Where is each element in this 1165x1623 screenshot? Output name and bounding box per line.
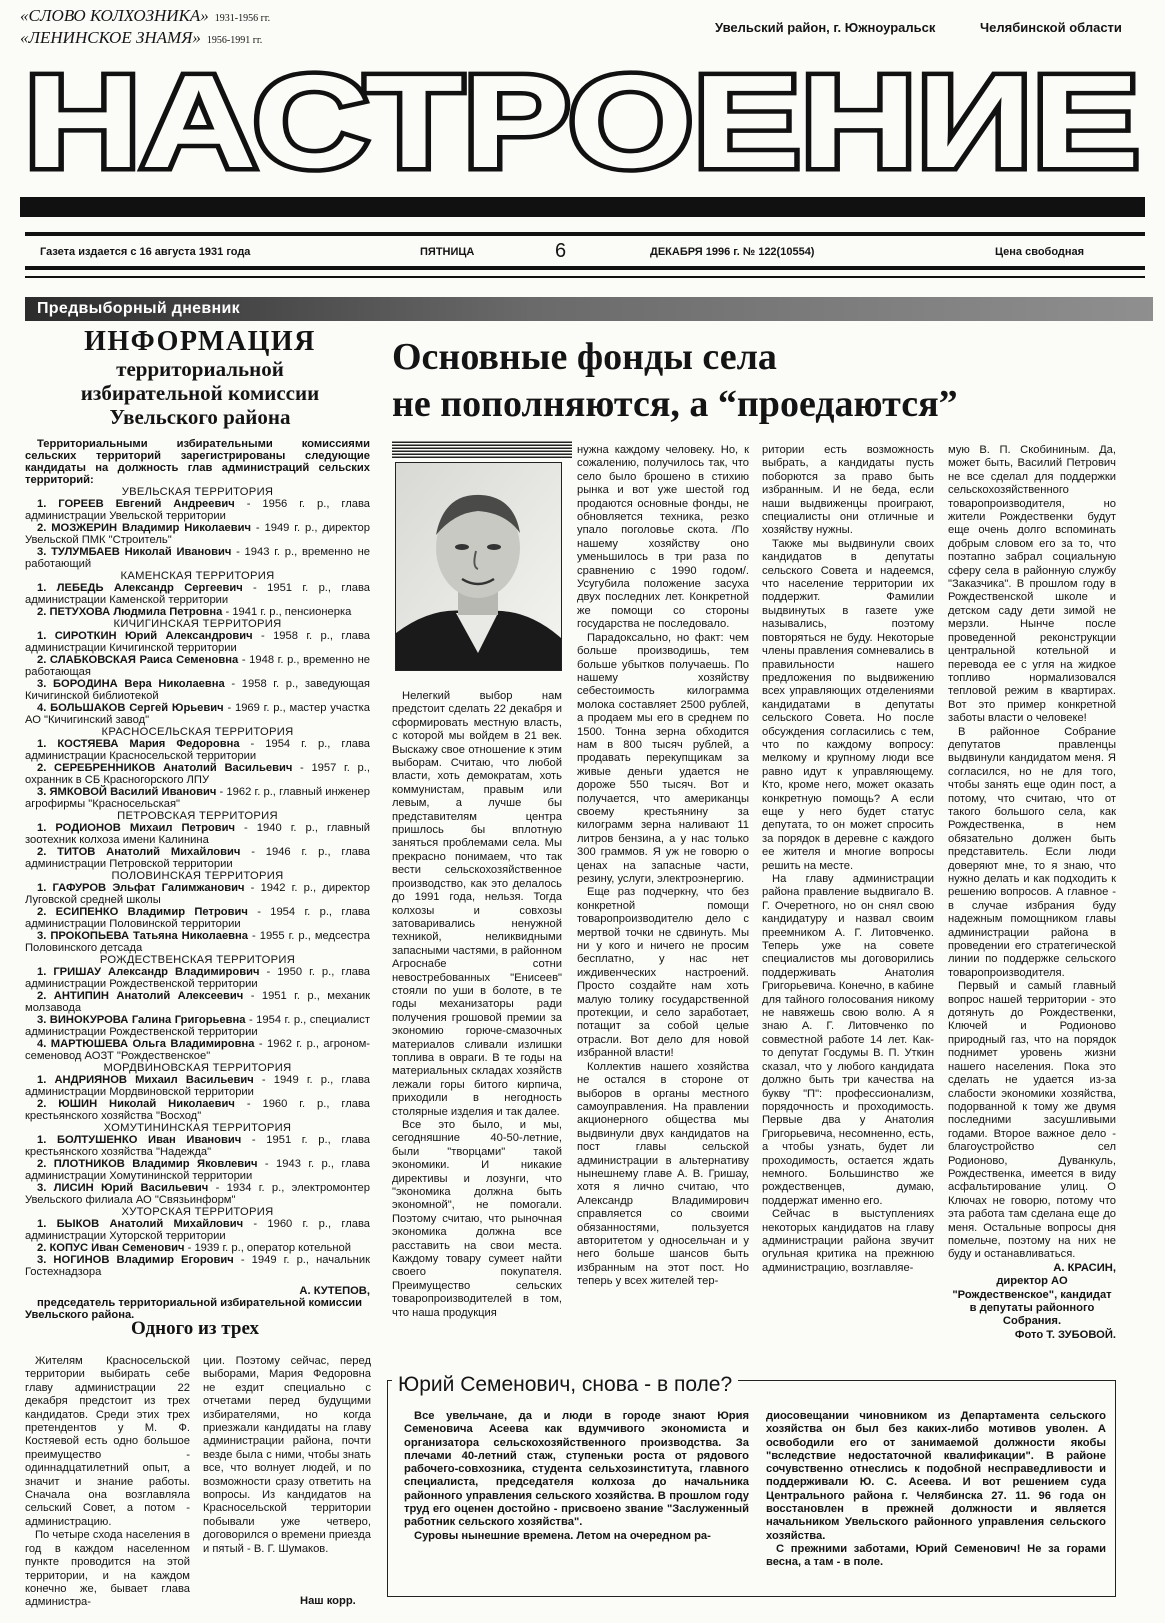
- candidate-details: - 1957 г. р., охранник в СБ Красногорского ЛПУ: [25, 762, 370, 786]
- logo-text: НАСТРОЕНИЕ: [24, 48, 1140, 195]
- main-article-col4: [948, 444, 1116, 1342]
- candidate-name: 3. ЛИСИН Юрий Васильевич: [37, 1182, 209, 1194]
- sidebar-box-col1: [404, 1410, 749, 1543]
- one-of-three-heading: Одного из трех: [130, 1318, 259, 1339]
- candidate-name: 2. АНТИПИН Анатолий Алексеевич: [37, 990, 244, 1002]
- candidate-details: - 1940 г. р., главный зоотехник колхоза имени Калинина: [25, 822, 371, 846]
- author-title: директор АО "Рождественское", кандидат в депутаты районного Собрания.: [952, 1275, 1112, 1328]
- dateline: [25, 240, 1145, 268]
- section-title: Предвыборный дневник: [37, 300, 240, 317]
- candidate-entry: [25, 522, 370, 546]
- founded-note: Газета издается с 16 августа 1931 года: [40, 246, 251, 258]
- paragraph: Все это было, и мы, сегодняшние 40-50-летние, были "творцами" такой экономики. И никакие директивы и лозунги, что "экономика должна быть экономной", не помогали. Поэтому считаю, что рыночная экономика должна все расставить на свои места. Каждому товару сумеет найти своего покупателя. Преимущество сельских товаропроизводителей в том, что наша продукция: [392, 1119, 562, 1319]
- candidate-name: 3. ВИНОКУРОВА Галина Григорьевна: [37, 1014, 246, 1026]
- candidate-name: 2. ЕСИПЕНКО Владимир Петрович: [37, 906, 248, 918]
- candidate-details: - 1962 г. р., агроном-семеновод АОЗТ "Рождественское": [25, 1038, 370, 1062]
- candidate-entry: [25, 582, 370, 606]
- candidate-entry: [25, 1074, 370, 1098]
- paragraph: Жителям Красносельской территории выбирать себе главу администрации 22 декабря предстоит из трех кандидатов. Среди этих трех претендентов у М. Ф. Костяевой есть одно большое преимущество - одиннадцатилетний опыт, а значит и знание работы. Сначала она возглавляла сельский Совет, а потом - администрацию.: [25, 1355, 190, 1528]
- issue-day: 6: [555, 240, 567, 262]
- candidate-details: - 1950 г. р., глава администрации Рождественской территории: [25, 966, 370, 990]
- candidate-entry: [25, 762, 370, 786]
- candidate-details: - 1969 г. р., мастер участка АО "Кичигинский завод": [25, 702, 370, 726]
- sidebar-box-heading: Юрий Семенович, снова - в поле?: [392, 1373, 738, 1397]
- candidate-details: - 1949 г. р., глава администрации Мордвиновской территории: [25, 1074, 370, 1098]
- paragraph: Коллектив нашего хозяйства не остался в стороне от выборов в органы местного самоуправления. На правлении акционерного общества мы выдвинули двух кандидатов на пост главы сельской администрации в альтернативу нынешнему главе А. В. Гришау, хотя я лично считаю, что Александр Владимирович справляется со своими обязанностями, пользуется авторитетом у односельчан и у него больше шансов быть избранным на этот пост. Но теперь у всех жителей тер-: [577, 1060, 749, 1288]
- candidate-entry: [25, 498, 370, 522]
- section-band: [25, 297, 1153, 321]
- one-of-three-signature: Наш корр.: [300, 1595, 356, 1607]
- candidate-name: 1. АНДРИЯНОВ Михаил Васильевич: [37, 1074, 254, 1086]
- info-heading-1: ИНФОРМАЦИЯ: [84, 326, 316, 357]
- candidate-details: - 1949 г. р., начальник Гостехнадзора: [25, 1254, 370, 1278]
- candidate-name: 2. СЕРЕБРЕННИКОВ Анатолий Васильевич: [37, 762, 293, 774]
- candidate-entry: [25, 1242, 370, 1254]
- paragraph: Суровы нынешние времена. Летом на очередном ра-: [414, 1529, 711, 1542]
- candidate-name: 1. БЫКОВ Анатолий Михайлович: [37, 1218, 244, 1230]
- candidate-name: 3. ПРОКОПЬЕВА Татьяна Николаевна: [37, 930, 249, 942]
- candidate-entry: [25, 1182, 370, 1206]
- decorative-hatch: [392, 440, 572, 458]
- price-note: Цена свободная: [995, 246, 1085, 258]
- main-article-col1: [392, 690, 562, 1320]
- old-name-1: «СЛОВО КОЛХОЗНИКА»: [20, 6, 209, 25]
- candidate-entry: [25, 786, 370, 810]
- candidate-details: - 1951 г. р., механик молзавода: [25, 990, 370, 1014]
- candidate-name: 1. ЛЕБЕДЬ Александр Сергеевич: [37, 582, 243, 594]
- main-article-col2: [577, 444, 749, 1289]
- territory-heading: РОЖДЕСТВЕНСКАЯ ТЕРРИТОРИЯ: [99, 954, 296, 966]
- main-headline-line-1: Основные фонды села: [392, 336, 777, 378]
- candidate-entry: [25, 702, 370, 726]
- candidate-name: 2. ЮШИН Николай Николаевич: [37, 1098, 235, 1110]
- region-line: Увельский район, г. Южноуральск: [715, 20, 936, 35]
- candidate-entry: [25, 606, 370, 618]
- candidate-entry: [25, 654, 370, 678]
- paragraph: мую В. П. Скобининым. Да, может быть, Василий Петрович не все сделал для поддержки сельскохозяйственного товаропроизводителя, но жители Рождественки будут еще очень долго вспоминать добрым словом его за то, что поэтапно забрал социальную сферу села в районную службу "Заказчика". В прошлом году в Рождественской школе и детском саду дети зимой не мерзли. Нынче после проведенной реконструкции центральной котельной и перевода ее с угля на жидкое топливо нормализовался тепловой режим в квартирах. Вот это пример конкретной заботы власти о человеке!: [948, 444, 1116, 725]
- info-heading-2: территориальной: [116, 357, 284, 381]
- candidate-details: - 1958 г. р., заведующая Кичигинской библиотекой: [25, 678, 370, 702]
- candidate-details: - 1962 г. р., главный инженер агрофирмы "Красносельская": [25, 786, 371, 810]
- candidate-entry: [25, 1098, 370, 1122]
- main-headline-line-2: не пополняются, а “проедаются”: [392, 383, 958, 425]
- candidate-details: - 1934 г. р., электромонтер Увельского филиала АО "Связьинформ": [25, 1182, 370, 1206]
- candidate-entry: [25, 678, 370, 702]
- newspaper-logo: [20, 47, 1145, 242]
- candidate-name: 3. ЯМКОВОЙ Василий Иванович: [37, 786, 217, 798]
- candidate-details: - 1954 г. р., глава администрации Половинской территории: [25, 906, 370, 930]
- territory-heading: ХУТОРСКАЯ ТЕРРИТОРИЯ: [121, 1206, 274, 1218]
- info-heading: [30, 327, 370, 429]
- paragraph: В районное Собрание депутатов правленцы выдвинули кандидатом меня. Я согласился, но не для того, чтобы занять еще один пост, а потому, что считаю, что от такого большого села, как Рождественка, в нем обязательно должен быть представитель. Если люди доверяют мне, то я знаю, что нужно делать и как подходить к решению вопросов. А главное - в случае избрания буду надежным помощником главы администрации района в проведении его стратегической линии по поддержке сельского товаропроизводителя.: [948, 725, 1116, 979]
- candidate-entry: [25, 1158, 370, 1182]
- candidate-details: - 1958 г. р., глава администрации Кичигинской территории: [25, 630, 370, 654]
- info-heading-3: избирательной комиссии: [80, 381, 320, 405]
- territory-heading: МОРДВИНОВСКАЯ ТЕРРИТОРИЯ: [103, 1062, 292, 1074]
- candidate-details: - 1941 г. р., пенсионерка: [222, 606, 352, 618]
- candidate-name: 1. ГОРЕЕВ Евгений Андреевич: [37, 498, 235, 510]
- paragraph: Парадоксально, но факт: чем больше производишь, тем больше убытков получаешь. По нашему хозяйству себестоимость килограмма молока составляет 2500 рублей, а продаем мы его в среднем по 1500. Тонна зерна обходится нам в 800 тысяч рублей, а продавать перекупщикам за живые деньги удается не дороже 550 тысяч. Вот и получается, что американцы своему крестьянину за килограмм зерна наливают 11 литров бензина, а у нас только 300 граммов. Я уж не говорю о ценах на запасные части, резину, услуги, электроэнергию.: [577, 631, 749, 885]
- one-of-three-col1: [25, 1355, 190, 1610]
- portrait-photo: [395, 462, 562, 671]
- paragraph: Также мы выдвинули своих кандидатов в депутаты сельского Совета и надеемся, что население территории их поддержит. Фамилии выдвинутых в газете уже назывались, поэтому повторяться не буду. Некоторые члены правления сомневались в правильности нашего предложения по выдвижению всех управляющих отделениями кандидатами в депутаты сельского Совета. Но после обсуждения согласились с тем, что по каждому вопросу: мелкому и крупному люди все равно идут к управляющему. Кто, кроме него, может оказать конкретную помощь? А если еще у него будет статус депутата, то он может спросить за порядок в деревне с каждого ее жителя и многие вопросы решить на месте.: [762, 537, 934, 872]
- candidate-entry: [25, 822, 370, 846]
- candidate-entry: [25, 930, 370, 954]
- candidate-details: - 1954 г. р., специалист администрации Рождественской территории: [25, 1014, 370, 1038]
- candidate-details: - 1942 г. р., директор Луговской средней школы: [25, 882, 370, 906]
- candidate-name: 2. КОПУС Иван Семенович: [37, 1242, 185, 1254]
- candidate-name: 1. РОДИОНОВ Михаил Петрович: [37, 822, 235, 834]
- candidate-details: - 1949 г. р., директор Увельской ПМК "Строитель": [25, 522, 370, 546]
- territory-heading: УВЕЛЬСКАЯ ТЕРРИТОРИЯ: [121, 486, 274, 498]
- territory-heading: ПЕТРОВСКАЯ ТЕРРИТОРИЯ: [117, 810, 278, 822]
- portrait-image: [396, 463, 561, 670]
- main-article-col3: [762, 444, 934, 1275]
- paragraph: ритории есть возможность выбрать, а кандидаты пусть поборются за право быть избранным. И не беда, если наши выдвиженцы проиграют, специалисты они отличные и хозяйству нужны.: [762, 444, 934, 537]
- territory-heading: КАМЕНСКАЯ ТЕРРИТОРИЯ: [120, 570, 275, 582]
- old-years-1: 1931-1956 гг.: [214, 13, 271, 24]
- paragraph: По четыре схода населения в год в каждом населенном пункте проводится на этой территории, и на каждом конечно же, бывает глава администра-: [25, 1529, 190, 1609]
- former-titles: [20, 6, 380, 50]
- commission-signature: [25, 1285, 370, 1321]
- commission-signer-title: председатель территориальной избирательной комиссии Увельского района.: [25, 1297, 362, 1321]
- masthead-rule-mid: [25, 266, 1145, 270]
- candidate-list: [25, 438, 370, 1278]
- candidate-entry: [25, 846, 370, 870]
- candidate-entry: [25, 1014, 370, 1038]
- candidate-details: - 1955 г. р., медсестра Половинского детсада: [25, 930, 370, 954]
- candidate-entry: [25, 738, 370, 762]
- candidate-name: 4. МАРТЮШЕВА Ольга Владимировна: [37, 1038, 255, 1050]
- candidate-name: 2. МОЗЖЕРИН Владимир Николаевич: [37, 522, 252, 534]
- weekday: ПЯТНИЦА: [420, 246, 475, 258]
- commission-signer: А. КУТЕПОВ,: [299, 1285, 370, 1297]
- candidate-details: - 1946 г. р., глава администрации Петровской территории: [25, 846, 371, 870]
- paragraph: На главу администрации района правление выдвигало В. Г. Очеретного, но он снял свою кандидатуру и назвал своим преемником А. Г. Литовченко. Теперь уже на совете специалистов мы договорились поддерживать Анатолия Григорьевича. Конечно, в кабине для тайного голосования никому не навяжешь свою волю. А я знаю А. Г. Литовченко по совместной работе 14 лет. Как-то депутат Госдумы В. П. Уткин сказал, что у любого кандидата должно быть три качества на букву "П": профессионализм, порядочность и проходимость. Первые два у Анатолия Григорьевича, несомненно, есть, а чтобы узнать, будет ли проходимость, остается ждать немного. Большинство же рождественцев, думаю, поддержат именно его.: [762, 873, 934, 1207]
- candidate-details: - 1960 г. р., глава администрации Хуторской территории: [25, 1218, 370, 1242]
- candidate-details: - 1956 г. р., глава администрации Увельской территории: [25, 498, 370, 522]
- sidebar-box-col2: [766, 1410, 1106, 1570]
- paragraph: Еще раз подчеркну, что без конкретной помощи товаропроизводителю дело с мертвой точки не сдвинуть. Мы ни у кого и ничего не просим бесплатно, у нас нет иждивенческих настроений. Просто создайте нам хоть малую толику государственной протекции, и село заработает, потащит за собой целые отрасли. Вот дело для новой избранной власти!: [577, 886, 749, 1060]
- candidate-entry: [25, 1254, 370, 1278]
- masthead-rule-thin: [25, 276, 1145, 278]
- candidate-entry: [25, 906, 370, 930]
- paragraph: диосовещании чиновником из Департамента сельского хозяйства он был без каких-либо мотивов уволен. А освободили его от занимаемой должности якобы "вследствие недостаточной квалификации". В районе сочувственно отнеслись к подобной несправедливости и поддерживали Ю. С. Асеева. И вот решением суда Центрального района г. Челябинска 27. 11. 96 года он восстановлен в прежней должности и является начальником Увельского районного управления сельского хозяйства.: [766, 1410, 1106, 1542]
- issue-month-number: ДЕКАБРЯ 1996 г. № 122(10554): [650, 246, 815, 258]
- candidate-list-lead: Территориальными избирательными комиссиями сельских территорий зарегистрированы следующие кандидаты на должность глав администраций сельских территорий:: [25, 438, 370, 486]
- paragraph: Сейчас в выступлениях некоторых кандидатов на главу администрации района звучит огульная критика на прежнюю администрацию, возглавляе-: [762, 1208, 934, 1274]
- candidate-name: 2. ПЕТУХОВА Людмила Петровна: [37, 606, 223, 618]
- candidate-name: 2. ТИТОВ Анатолий Михайлович: [37, 846, 241, 858]
- candidate-name: 1. СИРОТКИН Юрий Александрович: [37, 630, 253, 642]
- candidate-details: - 1948 г. р., временно не работающая: [25, 654, 370, 678]
- territory-heading: КРАСНОСЕЛЬСКАЯ ТЕРРИТОРИЯ: [101, 726, 294, 738]
- candidate-name: 1. ГАФУРОВ Эльфат Галимжанович: [37, 882, 245, 894]
- author-name: А. КРАСИН,: [1053, 1261, 1116, 1274]
- candidate-entry: [25, 1134, 370, 1158]
- candidate-details: - 1960 г. р., глава крестьянского хозяйства "Восход": [25, 1098, 370, 1122]
- old-years-2: 1956-1991 гг.: [206, 35, 263, 46]
- candidate-name: 3. НОГИНОВ Владимир Егорович: [37, 1254, 234, 1266]
- paragraph: Нелегкий выбор нам предстоит сделать 22 декабря и сформировать местную власть, с которой мы войдем в 21 век. Выскажу свое отношение к этим выборам. Считаю, что любой власти, хоть демократам, хоть коммунистам, правым или левым, а лучше бы представителям центра пришлось бы вплотную заняться проблемами села. Мы прекрасно понимаем, что так вести сельскохозяйственное производство, как это делалось до 1991 года, нельзя. Тогда колхозы и совхозы затоваривались ненужной техникой, неликвидными запасными частями, в районном Агроснабе сотни невостребованных "Енисеев" стояли по уши в болоте, в те годы механизаторы ради получения грошовой премии за экономию горюче-смазочных материалов сливали излишки топлива в овраги. В те годы на материальных складах хозяйств лежали горы битого кирпича, приходили в негодность столярные изделия и так далее.: [392, 690, 562, 1118]
- territory-heading: ПОЛОВИНСКАЯ ТЕРРИТОРИЯ: [111, 870, 284, 882]
- candidate-entry: [25, 966, 370, 990]
- candidate-entry: [25, 1038, 370, 1062]
- old-name-2: «ЛЕНИНСКОЕ ЗНАМЯ»: [20, 28, 201, 47]
- candidate-name: 3. БОРОДИНА Вера Николаевна: [37, 678, 225, 690]
- candidate-details: - 1939 г. р., оператор котельной: [184, 1242, 352, 1254]
- paragraph: Первый и самый главный вопрос нашей территории - это дотянуть до Рождественки, Ключей и Родионово природный газ, что на порядок поднимет уровень жизни нашего населения. Пока это сделать не удается из-за слабости экономики хозяйства, подорванной к тому же двумя последними засушливыми годами. Второе важное дело - благоустройство сел Родионово, Дуванкуль, Рождественка, имеется в виду асфальтирование улиц. О Ключах не говорю, потому что эта работа там сделана еще до меня. Остальные вопросы дня помельче, поэтому на них не буду и останавливаться.: [948, 980, 1116, 1261]
- candidate-details: - 1943 г. р., глава администрации Хомутининской территории: [25, 1158, 370, 1182]
- main-headline: [392, 334, 1082, 428]
- candidate-details: - 1943 г. р., временно не работающий: [25, 546, 370, 570]
- candidate-details: - 1951 г. р., глава администрации Каменской территории: [25, 582, 370, 606]
- photo-credit: Фото Т. ЗУБОВОЙ.: [1014, 1328, 1116, 1341]
- one-of-three-col2: [203, 1355, 371, 1556]
- paragraph: С прежними заботами, Юрий Семенович! Не за горами весна, а там - в поле.: [766, 1542, 1106, 1569]
- candidate-name: 3. ТУЛУМБАЕВ Николай Иванович: [37, 546, 232, 558]
- candidate-name: 4. БОЛЬШАКОВ Сергей Юрьевич: [37, 702, 224, 714]
- territory-heading: ХОМУТИНИНСКАЯ ТЕРРИТОРИЯ: [103, 1122, 292, 1134]
- masthead-rule-top: [25, 232, 1145, 236]
- territory-heading: КИЧИГИНСКАЯ ТЕРРИТОРИЯ: [113, 618, 282, 630]
- candidate-details: - 1954 г. р., глава администрации Красносельской территории: [25, 738, 370, 762]
- candidate-name: 2. СЛАБКОВСКАЯ Раиса Семеновна: [37, 654, 239, 666]
- candidate-entry: [25, 546, 370, 570]
- paragraph: нужна каждому человеку. Но, к сожалению, получилось так, что село было брошено в стихию рынка и вот уже шестой год продаются основные фонды, не обновляется техника, резко упало поголовье скота. /По нашему хозяйству оно уменьшилось в три раза по сравнению с 1990 годом/. Усугубила положение засуха двух последних лет. Конкретной же помощи со стороны государства не последовало.: [577, 444, 749, 631]
- candidate-details: - 1951 г. р., глава крестьянского хозяйства "Надежда": [25, 1134, 370, 1158]
- author-signature: [948, 1262, 1116, 1342]
- oblast-line: Челябинской области: [980, 20, 1122, 35]
- candidate-entry: [25, 990, 370, 1014]
- candidate-entry: [25, 882, 370, 906]
- candidate-entry: [25, 630, 370, 654]
- candidate-name: 1. КОСТЯЕВА Мария Федоровна: [37, 738, 240, 750]
- info-heading-4: Увельского района: [109, 405, 291, 429]
- candidate-name: 1. ГРИШАУ Александр Владимирович: [37, 966, 260, 978]
- candidate-name: 2. ПЛОТНИКОВ Владимир Яковлевич: [37, 1158, 258, 1170]
- candidate-entry: [25, 1218, 370, 1242]
- candidate-name: 1. БОЛТУШЕНКО Иван Иванович: [37, 1134, 242, 1146]
- paragraph: ции. Поэтому сейчас, перед выборами, Мария Федоровна не ездит специально с отчетами перед будущими избирателями, но когда приезжали кандидаты на главу администрации района, почти везде была с ними, чтобы знать все, что волнует людей, и по возможности сразу ответить на вопросы. Из кандидатов на Красносельской территории побывали уже четверо, договорился о времени приезда и пятый - В. Г. Шумаков.: [203, 1355, 371, 1555]
- paragraph: Все увельчане, да и люди в городе знают Юрия Семеновича Асеева как вдумчивого экономиста и организатора сельскохозяйственного производства. За плечами 40-летний стаж, ступеньки роста от рядового рабочего-совхозника, студента сельхозинститута, главного специалиста, председателя колхоза до начальника районного управления сельского хозяйства. В прошлом году труд его оценен достойно - присвоено звание "Заслуженный работник сельского хозяйства".: [404, 1410, 749, 1529]
